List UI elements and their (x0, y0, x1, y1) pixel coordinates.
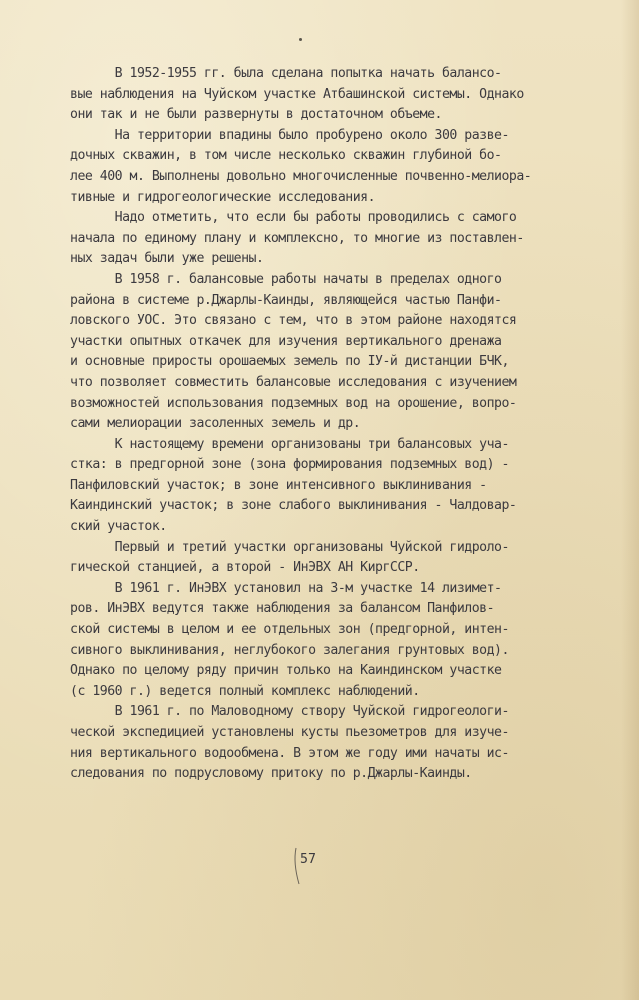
text-line: ния вертикального водообмена. В этом же году ими начаты ис- (70, 745, 509, 761)
typewritten-text (70, 64, 570, 785)
text-line: В 1958 г. балансовые работы начаты в пределах одного (70, 271, 502, 287)
text-line: сами мелиорации засоленных земель и др. (70, 416, 361, 432)
text-line: тивные и гидрогеологические исследования. (70, 189, 376, 205)
text-line: возможностей использования подземных вод на орошение, вопро- (70, 395, 517, 411)
text-line: Панфиловский участок; в зоне интенсивного выклинивания - (70, 477, 487, 493)
text-line: и основные приросты орошаемых земель по IУ-й дистанции БЧК, (70, 354, 509, 370)
text-line: К настоящему времени организованы три балансовых уча- (70, 436, 509, 452)
text-line: Надо отметить, что если бы работы проводились с самого (70, 210, 517, 226)
page-edge-shadow (621, 0, 639, 1000)
text-line: дочных скважин, в том числе несколько скважин глубиной бо- (70, 148, 502, 164)
text-line: стка: в предгорной зоне (зона формирования подземных вод) - (70, 457, 509, 473)
text-line: На территории впадины было пробурено около 300 разве- (70, 127, 509, 143)
text-line: что позволяет совместить балансовые исследования с изучением (70, 374, 517, 390)
ink-speck (299, 38, 302, 41)
text-line: начала по единому плану и комплексно, то многие из поставлен- (70, 230, 524, 246)
text-line: ных задач были уже решены. (70, 251, 264, 267)
text-line: В 1961 г. по Маловодному створу Чуйской гидрогеологи- (70, 704, 509, 720)
text-line: участки опытных откачек для изучения вертикального дренажа (70, 333, 502, 349)
text-line: Каиндинский участок; в зоне слабого выклинивания - Чалдовар- (70, 498, 517, 514)
text-line: ский участок. (70, 519, 167, 535)
text-line: гической станцией, а второй - ИнЭВХ АН КиргССР. (70, 560, 420, 576)
page-number: 57 (300, 852, 316, 867)
text-line: В 1961 г. ИнЭВХ установил на 3-м участке 14 лизимет- (70, 580, 502, 596)
text-line: вые наблюдения на Чуйском участке Атбашинской системы. Однако (70, 86, 524, 102)
text-line: Первый и третий участки организованы Чуйской гидроло- (70, 539, 509, 555)
text-line: ров. ИнЭВХ ведутся также наблюдения за балансом Панфилов- (70, 601, 495, 617)
text-line: ческой экспедицией установлены кусты пьезометров для изуче- (70, 725, 509, 740)
text-line: ской системы в целом и ее отдельных зон (предгорной, интен- (70, 622, 509, 638)
text-line: лее 400 м. Выполнены довольно многочисленные почвенно-мелиора- (70, 168, 532, 184)
text-line: В 1952-1955 гг. была сделана попытка начать балансо- (70, 66, 502, 81)
text-line: они так и не были развернуты в достаточном объеме. (70, 107, 442, 123)
text-line: (с 1960 г.) ведется полный комплекс наблюдений. (70, 683, 420, 699)
text-line: района в системе р.Джарлы-Каинды, являющейся частью Панфи- (70, 292, 502, 308)
text-line: следования по подрусловому притоку по р.Джарлы-Каинды. (70, 766, 472, 782)
text-line: сивного выклинивания, неглубокого залегания грунтовых вод). (70, 642, 509, 658)
text-line: ловского УОС. Это связано с тем, что в этом районе находятся (70, 313, 517, 329)
text-line: Однако по целому ряду причин только на Каиндинском участке (70, 663, 502, 679)
